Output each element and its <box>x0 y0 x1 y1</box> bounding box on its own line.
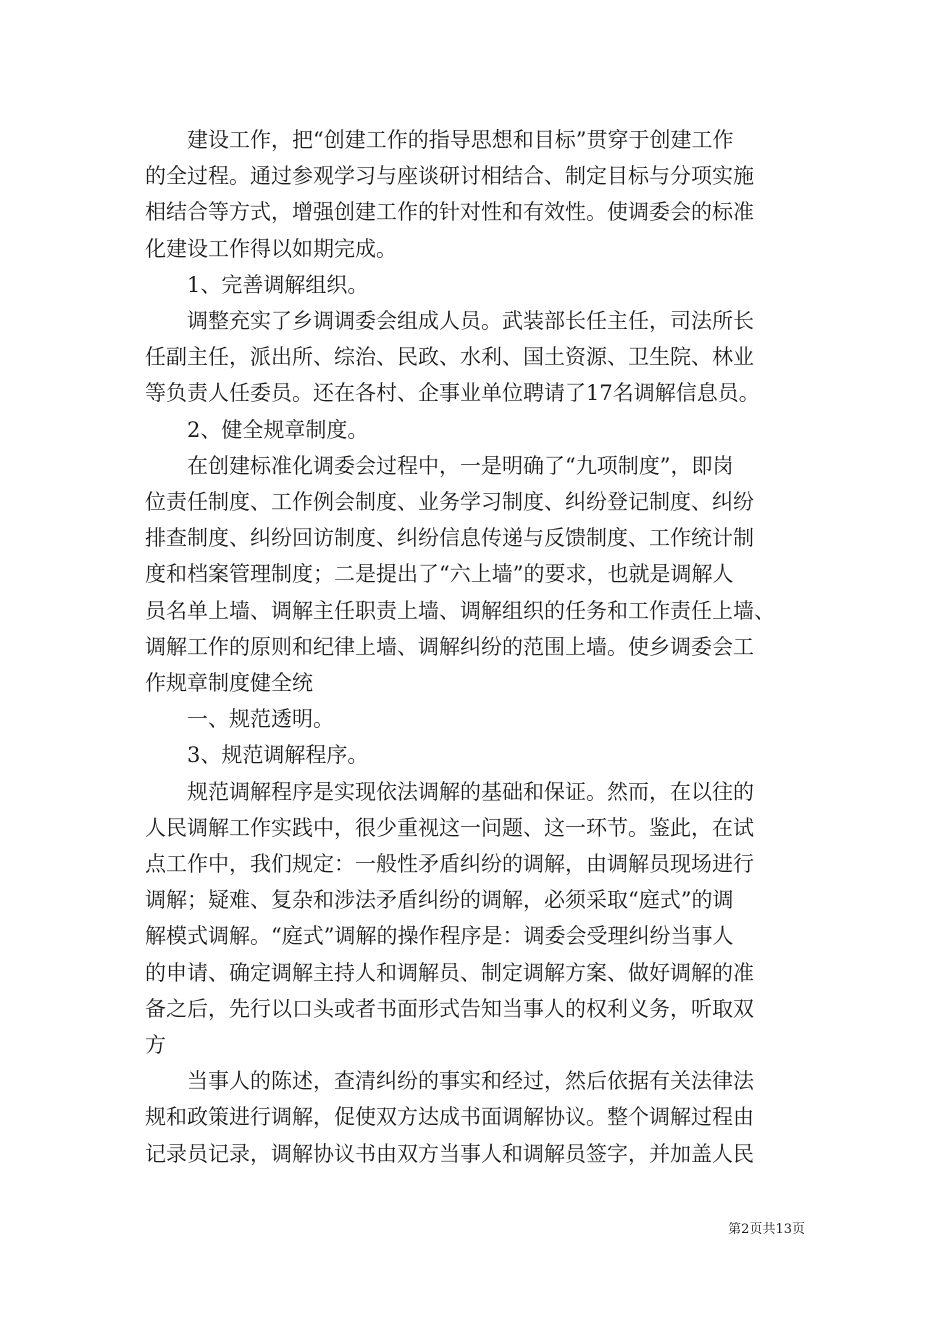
text-line: 规范调解程序是实现依法调解的基础和保证。然而，在以往的 <box>145 780 754 804</box>
text-line: 化建设工作得以如期完成。 <box>145 237 397 261</box>
text-line: 调整充实了乡调调委会组成人员。武装部长任主任，司法所长 <box>145 309 754 333</box>
text-line: 记录员记录，调解协议书由双方当事人和调解员签字，并加盖人民 <box>145 1142 754 1166</box>
text-line: 员名单上墙、调解主任职责上墙、调解组织的任务和工作责任上墙、 <box>145 599 775 623</box>
text-line: 人民调解工作实践中，很少重视这一问题、这一环节。鉴此，在试 <box>145 816 754 840</box>
text-line: 的申请、确定调解主持人和调解员、制定调解方案、做好调解的准 <box>145 961 754 985</box>
page-number: 第2页共13页 <box>728 1222 805 1237</box>
text-line: 备之后，先行以口头或者书面形式告知当事人的权利义务，听取双 <box>145 997 754 1021</box>
text-line: 当事人的陈述，查清纠纷的事实和经过，然后依据有关法律法 <box>145 1069 754 1093</box>
text-line: 作规章制度健全统 <box>145 671 313 695</box>
text-line: 2、健全规章制度。 <box>145 418 369 442</box>
text-line: 1、完善调解组织。 <box>145 273 369 297</box>
text-line: 建设工作，把“创建工作的指导思想和目标”贯穿于创建工作 <box>145 128 734 152</box>
text-line: 任副主任，派出所、综治、民政、水利、国土资源、卫生院、林业 <box>145 345 754 369</box>
text-line: 排查制度、纠纷回访制度、纠纷信息传递与反馈制度、工作统计制 <box>145 526 754 550</box>
text-line: 调解工作的原则和纪律上墙、调解纠纷的范围上墙。使乡调委会工 <box>145 635 754 659</box>
text-line: 度和档案管理制度；二是提出了“六上墙”的要求，也就是调解人 <box>145 562 734 586</box>
text-line: 的全过程。通过参观学习与座谈研讨相结合、制定目标与分项实施 <box>145 164 754 188</box>
text-line: 点工作中，我们规定：一般性矛盾纠纷的调解，由调解员现场进行 <box>145 852 754 876</box>
text-line: 方 <box>145 1033 166 1057</box>
text-line: 位责任制度、工作例会制度、业务学习制度、纠纷登记制度、纠纷 <box>145 490 754 514</box>
text-line: 在创建标准化调委会过程中，一是明确了“九项制度”，即岗 <box>145 454 734 478</box>
text-line: 相结合等方式，增强创建工作的针对性和有效性。使调委会的标准 <box>145 200 754 224</box>
text-line: 解模式调解。“庭式”调解的操作程序是：调委会受理纠纷当事人 <box>145 924 734 948</box>
text-line: 规和政策进行调解，促使双方达成书面调解协议。整个调解过程由 <box>145 1105 754 1129</box>
text-line: 等负责人任委员。还在各村、企事业单位聘请了17名调解信息员。 <box>145 381 760 405</box>
text-line: 3、规范调解程序。 <box>145 743 369 767</box>
text-line: 调解；疑难、复杂和涉法矛盾纠纷的调解，必须采取“庭式”的调 <box>145 888 734 912</box>
text-line: 一、规范透明。 <box>145 707 334 731</box>
